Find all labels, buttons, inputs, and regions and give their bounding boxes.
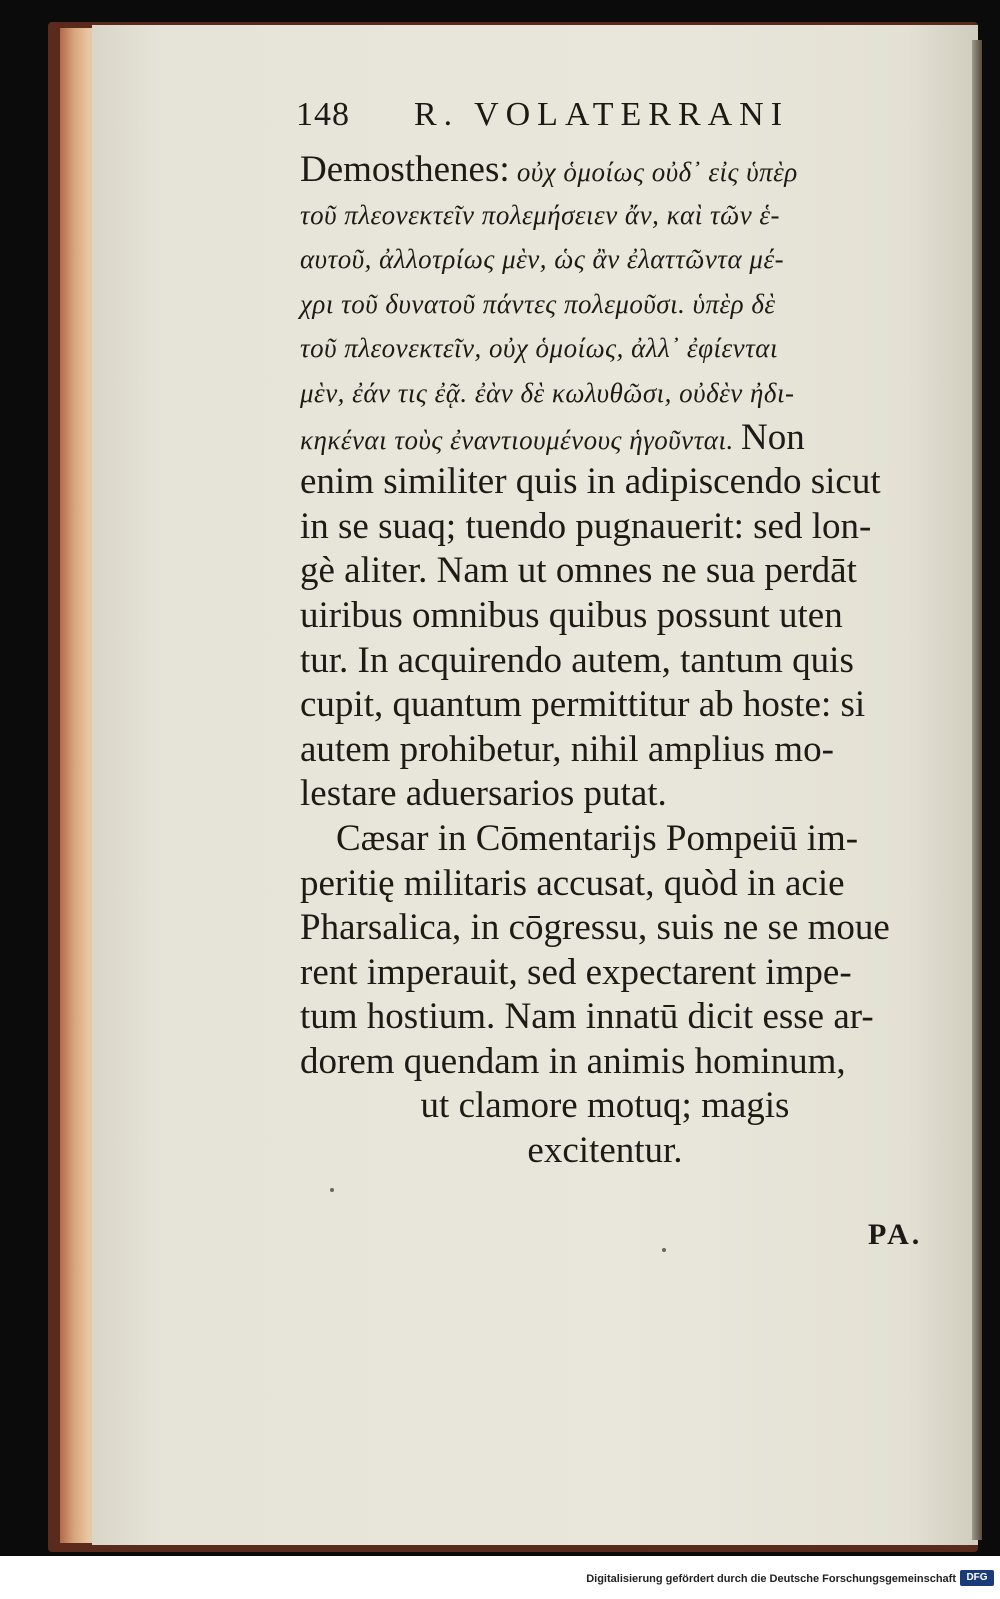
text-line: peritię militaris accusat, quòd in acie bbox=[300, 862, 845, 904]
latin-start: Non bbox=[740, 416, 805, 458]
text-line: excitentur. bbox=[527, 1130, 683, 1172]
text-line: rent imperauit, sed expectarent impe- bbox=[300, 951, 852, 993]
text-line: Pharsalica, in cōgressu, suis ne se moue bbox=[300, 907, 890, 949]
text-line: χρι τοῦ δυνατοῦ πάντες πολεμοῦσι. ὑπὲρ δὲ bbox=[300, 288, 776, 319]
running-title: R. VOLATERRANI bbox=[414, 96, 790, 133]
page-header bbox=[296, 96, 956, 146]
text-line bbox=[300, 148, 950, 193]
text-line: uiribus omnibus quibus possunt uten bbox=[300, 594, 843, 636]
page-number: 148 bbox=[296, 96, 350, 133]
text-line: τοῦ πλεονεκτεῖν, οὐχ ὁμοίως, ἀλλ᾿ ἐφίενται bbox=[300, 333, 778, 364]
text-line: Cæsar in Cōmentarijs Pompeiū im- bbox=[336, 817, 859, 859]
gutter-shadow bbox=[972, 40, 982, 1540]
text-line: enim similiter quis in adipiscendo sicut bbox=[300, 461, 881, 503]
text-line: lestare aduersarios putat. bbox=[300, 773, 667, 815]
body-text bbox=[300, 148, 950, 1174]
catchword: PA. bbox=[868, 1218, 923, 1251]
text-line: tur. In acquirendo autem, tantum quis bbox=[300, 639, 854, 681]
footer-bar bbox=[0, 1556, 1000, 1599]
text-line: autem prohibetur, nihil amplius mo- bbox=[300, 728, 834, 770]
text-line: αυτοῦ, ἀλλοτρίως μὲν, ὡς ἂν ἐλαττῶντα μέ- bbox=[300, 244, 785, 275]
text-line: in se suaq; tuendo pugnauerit: sed lon- bbox=[300, 505, 872, 547]
text-line: gè aliter. Nam ut omnes ne sua perdāt bbox=[300, 550, 857, 592]
text-line: dorem quendam in animis hominum, bbox=[300, 1040, 846, 1082]
speaker-name: Demosthenes: bbox=[300, 149, 510, 190]
text-line: cupit, quantum permittitur ab hoste: si bbox=[300, 684, 866, 726]
greek-quote: οὐχ ὁμοίως οὐδ᾿ εἰς ὑπὲρ bbox=[516, 157, 798, 187]
dfg-logo: DFG bbox=[960, 1570, 994, 1586]
text-line: μὲν, ἐάν τις ἐᾷ. ἐὰν δὲ κωλυθῶσι, οὐδὲν ἠδι- bbox=[300, 377, 795, 408]
funding-credit: Digitalisierung gefördert durch die Deutsche Forschungsgemeinschaft bbox=[586, 1573, 956, 1585]
text-line: ut clamore motuq; magis bbox=[420, 1085, 790, 1127]
greek-quote: κηκέναι τοὺς ἐναντιουμένους ἡγοῦνται. bbox=[300, 424, 734, 455]
ink-speck bbox=[330, 1188, 334, 1192]
text-line: tum hostium. Nam innatū dicit esse ar- bbox=[300, 996, 874, 1038]
text-line: τοῦ πλεονεκτεῖν πολεμήσειεν ἄν, καὶ τῶν ἑ- bbox=[300, 199, 781, 230]
text-line bbox=[300, 416, 950, 461]
ink-speck bbox=[662, 1248, 666, 1252]
